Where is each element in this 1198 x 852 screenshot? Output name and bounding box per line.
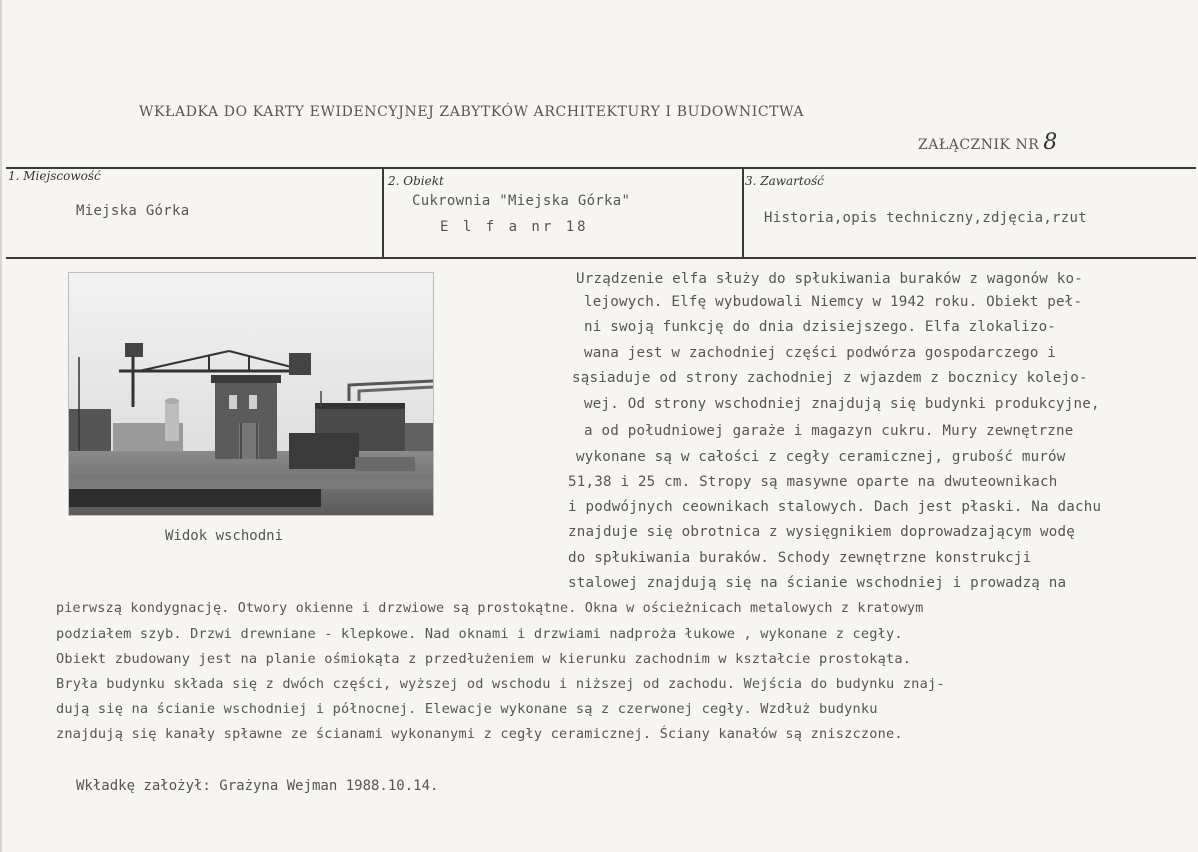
text-line: a od południowej garaże i magazyn cukru. Mury zewnętrzne xyxy=(584,423,1074,439)
photo-caption: Widok wschodni xyxy=(165,528,284,544)
text-line: wykonane są w całości z cegły ceramicznej, grubość murów xyxy=(576,449,1066,465)
place-value: Miejska Górka xyxy=(76,203,190,219)
text-line: wej. Od strony wschodniej znajdują się budynki produkcyjne, xyxy=(584,396,1100,412)
contents-value: Historia,opis techniczny,zdjęcia,rzut xyxy=(764,210,1087,226)
annex-label xyxy=(918,130,1058,155)
text-line: 51,38 i 25 cm. Stropy są masywne oparte na dwuteownikach xyxy=(568,474,1058,490)
text-line: Obiekt zbudowany jest na planie ośmiokąta z przedłużeniem w kierunku zachodnim w kształcie prostokąta. xyxy=(56,651,912,667)
text-line: sąsiaduje od strony zachodniej z wjazdem z bocznicy kolejo- xyxy=(572,370,1088,386)
photo-image xyxy=(69,273,433,515)
footer-author: Wkładkę założył: Grażyna Wejman 1988.10.14. xyxy=(76,778,439,794)
text-line: i podwójnych ceownikach stalowych. Dach jest płaski. Na dachu xyxy=(568,499,1102,515)
form-top-rule xyxy=(6,167,1196,169)
photo-east-view xyxy=(68,272,434,516)
document-title: WKŁADKA DO KARTY EWIDENCYJNEJ ZABYTKÓW ARCHITEKTURY I BUDOWNICTWA xyxy=(139,104,805,120)
object-value-line2: E l f a nr 18 xyxy=(440,219,589,235)
object-label: 2. Obiekt xyxy=(388,174,444,188)
contents-label: 3. Zawartość xyxy=(745,174,824,188)
text-line: znajdują się kanały spławne ze ścianami wykonanymi z cegły ceramicznej. Ściany kanałów są zniszczone. xyxy=(56,726,903,742)
text-line: stalowej znajdują się na ścianie wschodniej i prowadzą na xyxy=(568,575,1067,591)
text-line: do spłukiwania buraków. Schody zewnętrzne konstrukcji xyxy=(568,550,1032,566)
text-line: wana jest w zachodniej części podwórza gospodarczego i xyxy=(584,345,1057,361)
place-label: 1. Miejscowość xyxy=(8,169,101,183)
text-line: dują się na ścianie wschodniej i północnej. Elewacje wykonane są z czerwonej cegły. Wzdłuż budynku xyxy=(56,701,878,717)
text-line: podziałem szyb. Drzwi drewniane - klepkowe. Nad oknami i drzwiami nadproża łukowe , wykonane z cegły. xyxy=(56,626,903,642)
form-divider-2 xyxy=(742,167,744,258)
text-line: Urządzenie elfa służy do spłukiwania buraków z wagonów ko- xyxy=(576,271,1084,287)
text-line: znajduje się obrotnica z wysięgnikiem doprowadzającym wodę xyxy=(568,524,1076,540)
text-line: Bryła budynku składa się z dwóch części, wyższej od wschodu i niższej od zachodu. Wejścia do budynku znaj- xyxy=(56,676,945,692)
form-bottom-rule xyxy=(6,257,1196,259)
text-line: ni swoją funkcję do dnia dzisiejszego. Elfa zlokalizo- xyxy=(584,319,1057,335)
text-line: pierwszą kondygnację. Otwory okienne i drzwiowe są prostokątne. Okna w ościeżnicach metalowych z kratowym xyxy=(56,601,924,616)
annex-text: ZAŁĄCZNIK NR xyxy=(918,137,1040,153)
object-value-line1: Cukrownia "Miejska Górka" xyxy=(412,193,631,209)
form-divider-1 xyxy=(382,167,384,258)
text-line: lejowych. Elfę wybudowali Niemcy w 1942 roku. Obiekt peł- xyxy=(584,294,1083,310)
annex-number: 8 xyxy=(1043,130,1058,155)
